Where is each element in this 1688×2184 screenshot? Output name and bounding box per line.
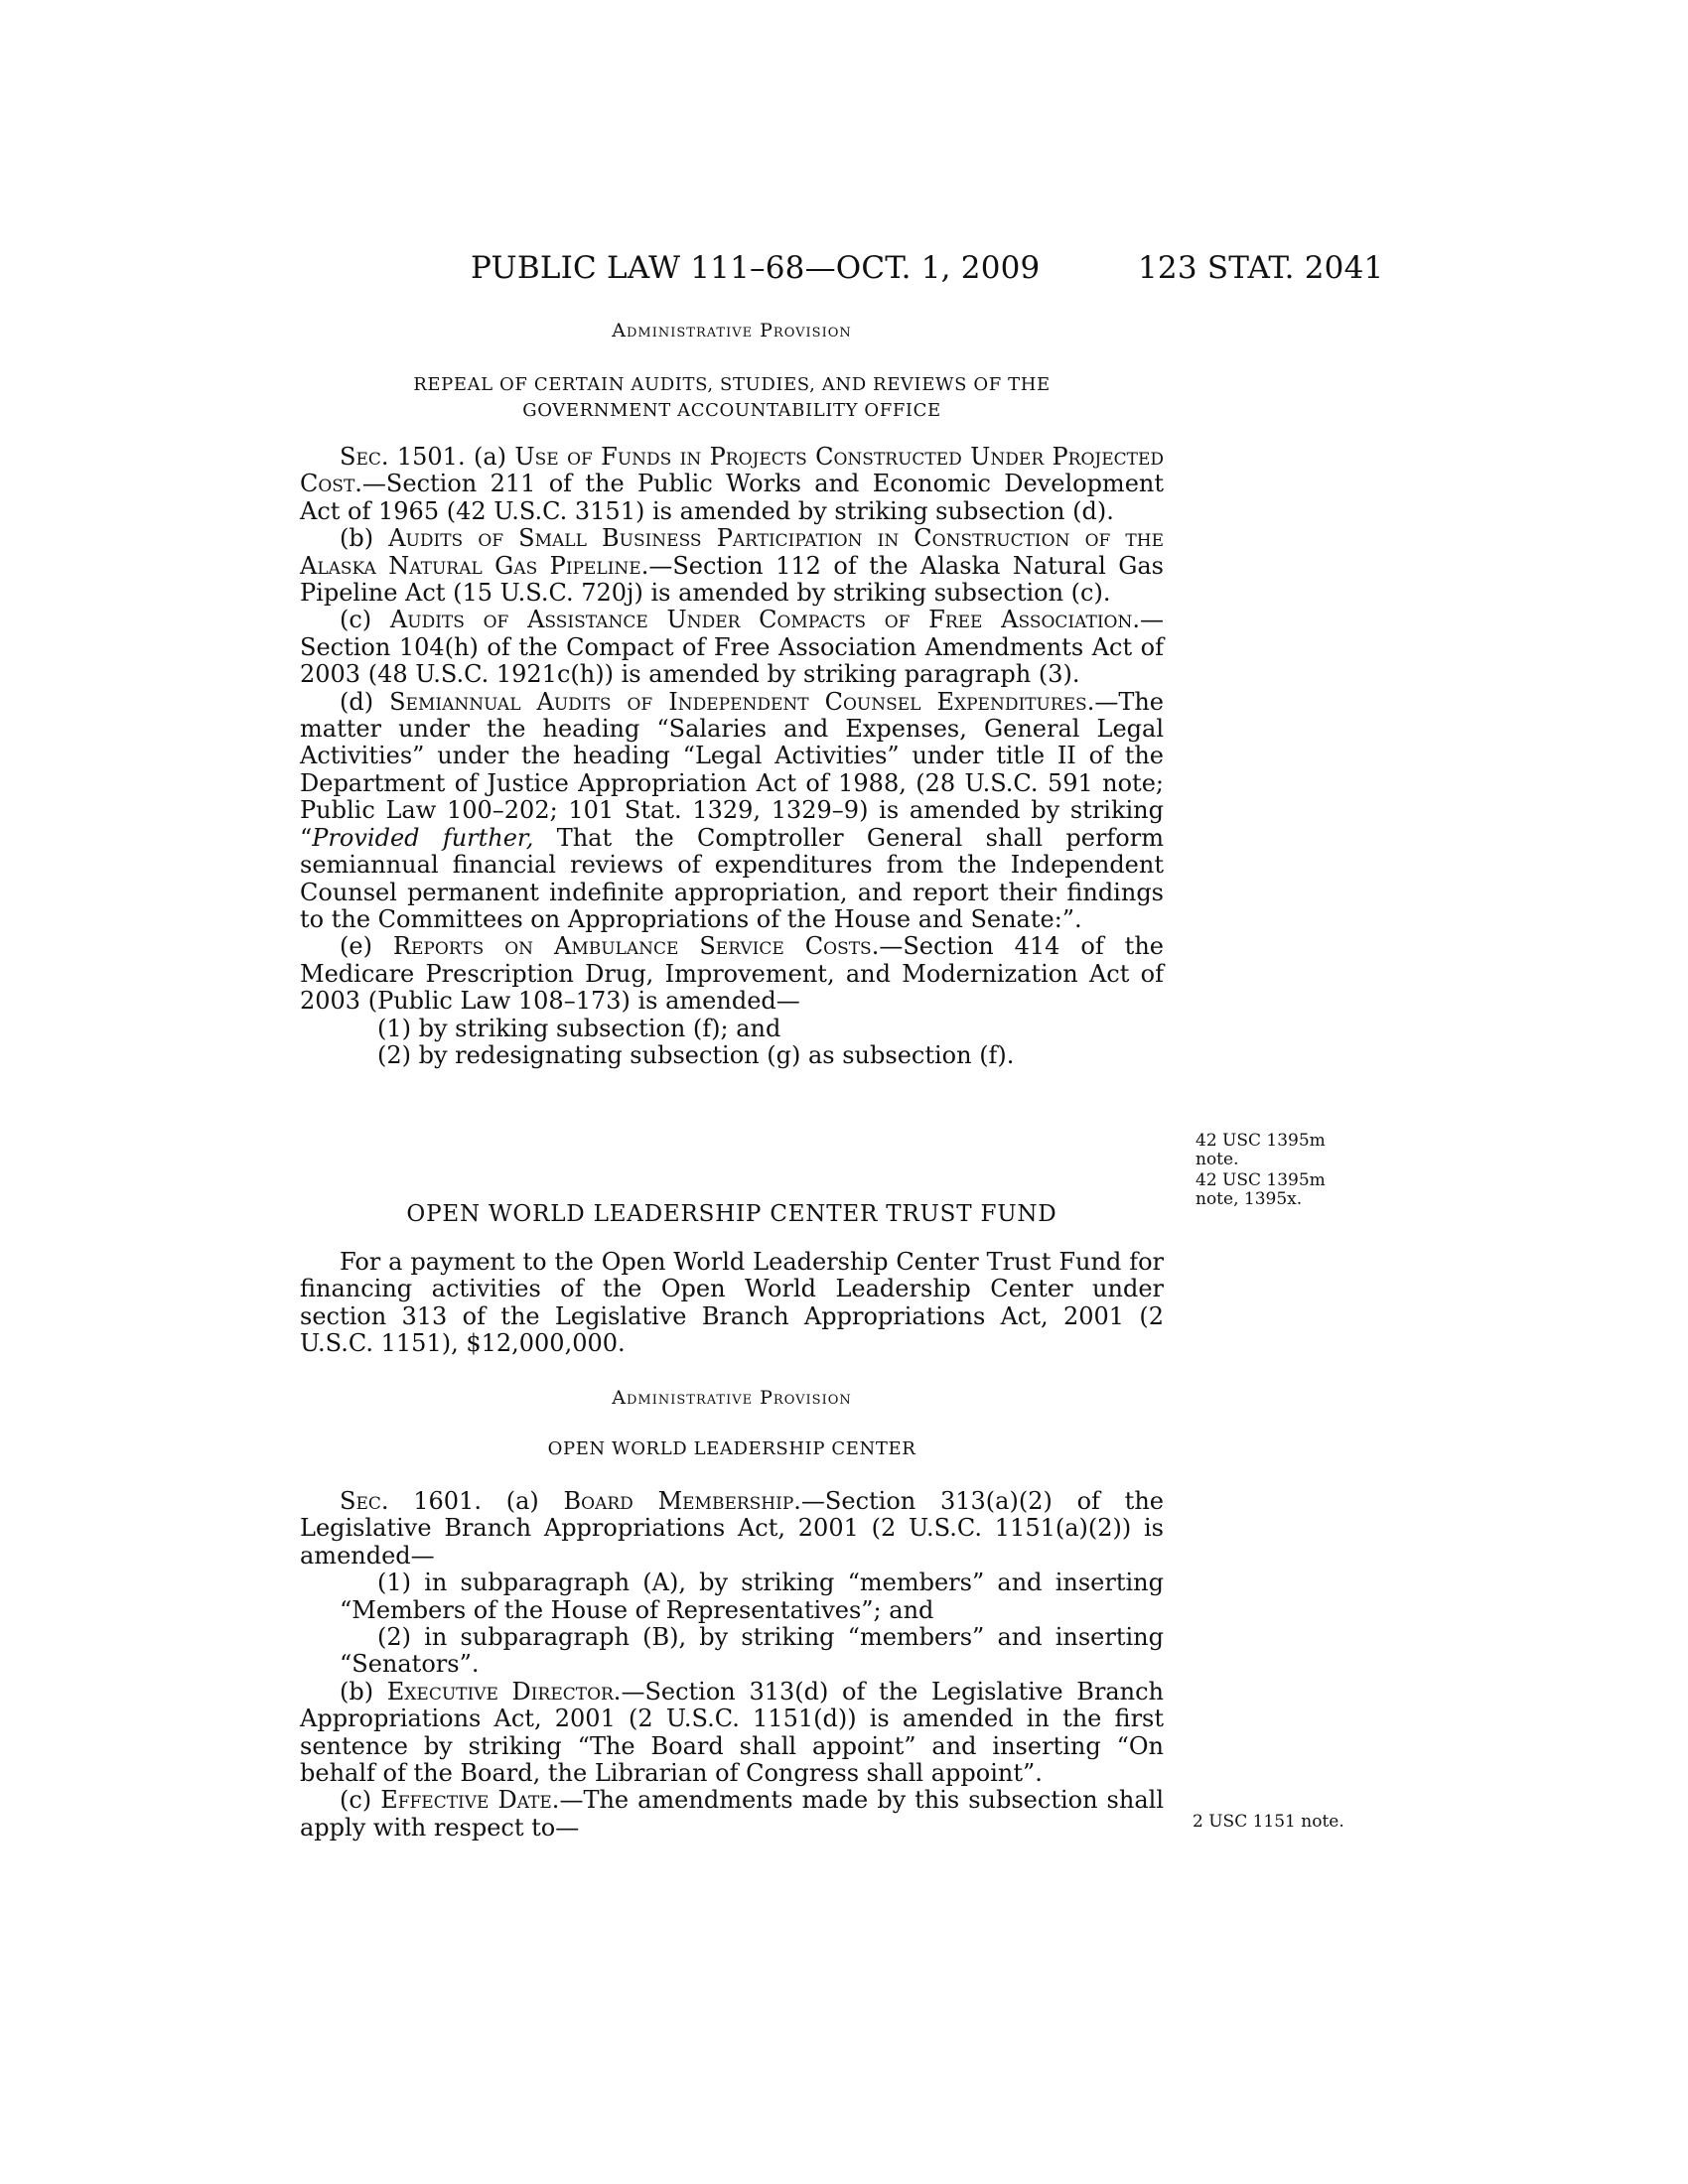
sec-1601-a-title: Board Membership. [563, 1487, 801, 1515]
margin-note-1-line2: note. [1196, 1150, 1239, 1169]
sec-1601-c-title: Effective Date. [380, 1786, 560, 1815]
open-world-caption: OPEN WORLD LEADERSHIP CENTER [547, 1438, 916, 1459]
subsection-c-title: Audits of Assistance Under Compacts of Free Association. [389, 606, 1140, 634]
subsection-e-title: Reports on Ambulance Service Costs. [392, 932, 880, 961]
sec-1601-a-label: (a) [505, 1487, 539, 1515]
page-header-stat: 123 STAT. 2041 [1138, 250, 1384, 286]
margin-note-2 [1196, 1171, 1326, 1209]
margin-note-1-line1: 42 USC 1395m [1196, 1131, 1326, 1151]
sec-1601-label: Sec. 1601. [340, 1487, 482, 1515]
section-1501-e [300, 933, 1164, 1015]
subsection-d-text-2: That the Comptroller General shall perform semiannual financial reviews of expenditures from the Independent Counsel permanent indefinite appropriation, and report their findings to the Committees on Appropriations of the House and Senate:”. [300, 823, 1164, 933]
sec-1601-c-label: (c) [340, 1786, 372, 1815]
open-world-trust-fund-heading: OPEN WORLD LEADERSHIP CENTER TRUST FUND [406, 1201, 1057, 1227]
section-1501-a [300, 444, 1164, 525]
section-1601-b [300, 1679, 1164, 1788]
trust-fund-body [300, 1249, 1164, 1358]
sec-1601-c-text: —The amendments made by this subsection shall apply with respect to— [300, 1786, 1164, 1842]
subsection-b-text: —Section 112 of the Alaska Natural Gas Pipeline Act (15 U.S.C. 720j) is amended by striking subsection (c). [300, 551, 1164, 608]
subsection-b-title: Audits of Small Business Participation in Construction of the Alaska Natural Gas Pipeline. [300, 524, 1164, 580]
margin-note-2-line1: 42 USC 1395m [1196, 1170, 1326, 1190]
sec-1601-b-title: Executive Director. [386, 1677, 622, 1706]
subsection-e-text: —Section 414 of the Medicare Prescription Drug, Improvement, and Modernization Act of 2003 (Public Law 108–173) is amended— [300, 932, 1164, 1016]
margin-note-1 [1196, 1132, 1326, 1169]
repeal-caption [300, 372, 1164, 424]
repeal-caption-line2: GOVERNMENT ACCOUNTABILITY OFFICE [522, 400, 941, 421]
section-1501-c [300, 607, 1164, 688]
subsection-a-text: —Section 211 of the Public Works and Economic Development Act of 1965 (42 U.S.C. 3151) is amended by striking subsection (d). [300, 470, 1164, 525]
section-1501-body [300, 444, 1164, 1069]
paragraph-e-1: (1) by striking subsection (f); and [377, 1014, 781, 1042]
subsection-b-label: (b) [340, 524, 374, 553]
subsection-c-label: (c) [340, 606, 372, 634]
subsection-e-label: (e) [340, 932, 372, 961]
sec-1601-b-label: (b) [340, 1677, 374, 1706]
subsection-d-label: (d) [340, 687, 374, 716]
section-1601-a [300, 1488, 1164, 1570]
sec-1601-b-text: —Section 313(d) of the Legislative Branch Appropriations Act, 2001 (2 U.S.C. 1151(d)) is amended in the first sentence by striking “The Board shall appoint” and inserting “On behalf of the Board, the Librarian of Congress shall appoint”. [300, 1677, 1165, 1788]
subsection-d-text-1: —The matter under the heading “Salaries and Expenses, General Legal Activities” under the heading “Legal Activities” under title II of the Department of Justice Appropriation Act of 1988, (28 U.S.C. 591 note; Public Law 100–202; 101 Stat. 1329, 1329–9) is amended by striking “ [300, 687, 1164, 852]
trust-fund-paragraph: For a payment to the Open World Leadership Center Trust Fund for financing activities of the Open World Leadership Center under section 313 of the Legislative Branch Appropriations Act, 2001 (2 U.S.C. 1151), $12,000,000. [300, 1248, 1164, 1358]
section-1501-b [300, 525, 1164, 607]
administrative-provision-heading-2: Administrative Provision [612, 1387, 852, 1409]
section-1601-c [300, 1787, 1164, 1842]
sec-1601-a-1: (1) in subparagraph (A), by striking “members” and inserting “Members of the House of Representatives”; and [340, 1569, 1164, 1624]
subsection-d-title: Semiannual Audits of Independent Counsel Expenditures. [389, 687, 1095, 716]
repeal-caption-line1: REPEAL OF CERTAIN AUDITS, STUDIES, AND REVIEWS OF THE [413, 374, 1051, 395]
margin-note-2-line2: note, 1395x. [1196, 1189, 1303, 1209]
subsection-a-label: (a) [473, 443, 507, 471]
subsection-a-title: Use of Funds in Projects Constructed Under Projected Cost. [300, 443, 1164, 498]
sec-1501-label: Sec. 1501. [340, 443, 466, 471]
sec-1601-a-text: —Section 313(a)(2) of the Legislative Branch Appropriations Act, 2001 (2 U.S.C. 1151(a)(2)) is amended— [300, 1487, 1164, 1570]
subsection-c-text: —Section 104(h) of the Compact of Free Association Amendments Act of 2003 (48 U.S.C. 1921c(h)) is amended by striking paragraph (3). [300, 606, 1164, 689]
margin-note-3: 2 USC 1151 note. [1193, 1812, 1344, 1832]
subsection-d-italic: Provided further, [312, 823, 534, 852]
administrative-provision-heading: Administrative Provision [612, 320, 852, 341]
section-1501-d [300, 689, 1164, 934]
page-header-title: PUBLIC LAW 111–68—OCT. 1, 2009 [471, 250, 1041, 286]
sec-1601-a-2: (2) in subparagraph (B), by striking “members” and inserting “Senators”. [340, 1623, 1164, 1679]
section-1601-body [300, 1488, 1164, 1842]
paragraph-e-2: (2) by redesignating subsection (g) as subsection (f). [377, 1040, 1015, 1069]
